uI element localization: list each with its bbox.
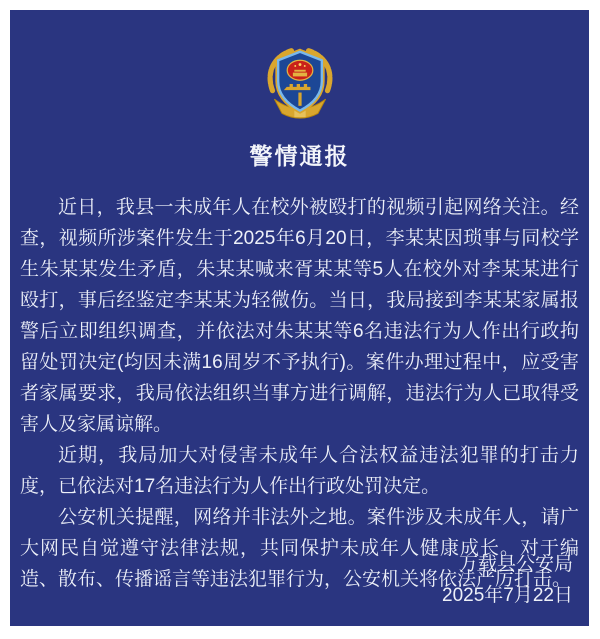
agency-signature: 万载县公安局 [458,554,573,575]
notice-paragraph-3: 公安机关提醒，网络并非法外之地。案件涉及未成年人，请广大网民自觉遵守法律法规，共同保护未成年人健康成长。对于编造、散布、传播谣言等违法犯罪行为，公安机关将依法严厉打击。 [20,507,579,590]
notice-title: 警情通报 [249,143,350,169]
notice-paragraph-1: 近日，我县一未成年人在校外被殴打的视频引起网络关注。经查，视频所涉案件发生于2025年6月20日，李某某因琐事与同校学生朱某某发生矛盾，朱某某喊来胥某某等5人在校外对李某某进行殴打，事后经鉴定李某某为轻微伤。当日，我局接到李某某家属报警后立即组织调查，并依法对朱某某等6名违法行为人作出行政拘留处罚决定(均因未满16周岁不予执行)。案件办理过程中，应受害者家属要求，我局依法组织当事方进行调解，违法行为人已取得受害人及家属谅解。 [20,197,579,435]
notice-panel [10,10,589,626]
notice-paragraph-2: 近期，我局加大对侵害未成年人合法权益违法犯罪的打击力度，已依法对17名违法行为人作出行政处罚决定。 [20,445,579,497]
police-emblem-icon [258,47,342,121]
signature-block [442,549,573,611]
notice-body [10,192,589,595]
notice-date: 2025年7月22日 [442,585,573,606]
